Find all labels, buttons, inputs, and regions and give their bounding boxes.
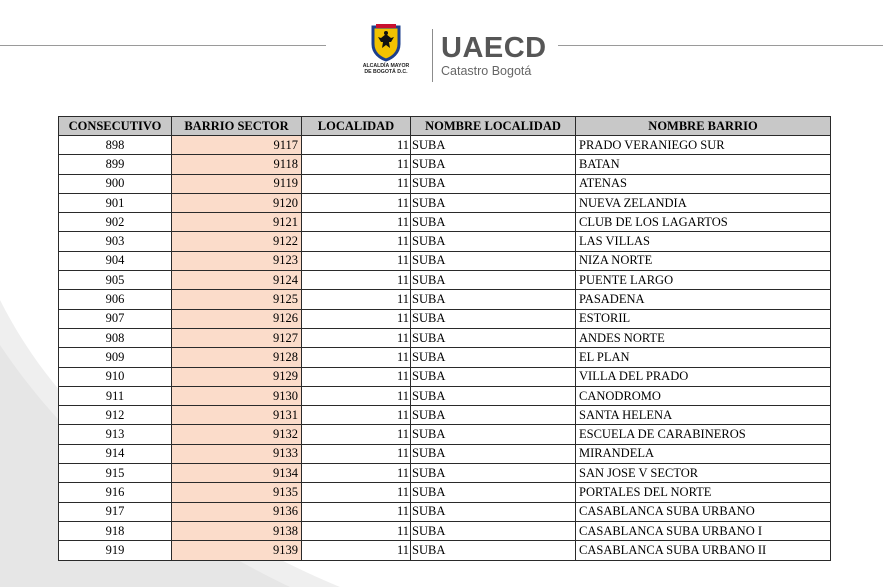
localidad-cell: 11 xyxy=(302,136,411,155)
nombre-localidad-cell: SUBA xyxy=(411,155,576,174)
barrio-sector-cell: 9139 xyxy=(172,541,302,560)
nombre-barrio-cell: SANTA HELENA xyxy=(576,406,831,425)
alcaldia-logo xyxy=(355,24,417,84)
nombre-localidad-cell: SUBA xyxy=(411,328,576,347)
nombre-barrio-cell: PORTALES DEL NORTE xyxy=(576,483,831,502)
uaecd-logo xyxy=(441,32,547,79)
nombre-localidad-cell: SUBA xyxy=(411,502,576,521)
localidad-cell: 11 xyxy=(302,541,411,560)
localidad-cell: 11 xyxy=(302,386,411,405)
nombre-barrio-cell: PUENTE LARGO xyxy=(576,271,831,290)
barrio-sector-cell: 9136 xyxy=(172,502,302,521)
localidad-cell: 11 xyxy=(302,251,411,270)
table-row xyxy=(59,521,831,540)
nombre-barrio-cell: ESTORIL xyxy=(576,309,831,328)
table-row xyxy=(59,425,831,444)
table-row xyxy=(59,251,831,270)
table-row xyxy=(59,232,831,251)
localidad-cell: 11 xyxy=(302,174,411,193)
nombre-barrio-cell: ANDES NORTE xyxy=(576,328,831,347)
localidad-cell: 11 xyxy=(302,483,411,502)
consecutivo-cell: 918 xyxy=(59,521,172,540)
table-row xyxy=(59,290,831,309)
nombre-localidad-cell: SUBA xyxy=(411,406,576,425)
nombre-localidad-cell: SUBA xyxy=(411,386,576,405)
barrios-table xyxy=(58,116,831,561)
consecutivo-cell: 902 xyxy=(59,213,172,232)
nombre-barrio-cell: NUEVA ZELANDIA xyxy=(576,193,831,212)
table-row xyxy=(59,541,831,560)
table-row xyxy=(59,136,831,155)
nombre-localidad-cell: SUBA xyxy=(411,251,576,270)
consecutivo-cell: 906 xyxy=(59,290,172,309)
consecutivo-cell: 904 xyxy=(59,251,172,270)
barrio-sector-cell: 9124 xyxy=(172,271,302,290)
brand-subtitle: Catastro Bogotá xyxy=(441,64,532,78)
nombre-barrio-cell: NIZA NORTE xyxy=(576,251,831,270)
nombre-barrio-cell: CASABLANCA SUBA URBANO xyxy=(576,502,831,521)
localidad-cell: 11 xyxy=(302,193,411,212)
nombre-localidad-cell: SUBA xyxy=(411,309,576,328)
header-rule-left xyxy=(0,45,326,46)
barrio-sector-cell: 9130 xyxy=(172,386,302,405)
barrio-sector-cell: 9135 xyxy=(172,483,302,502)
nombre-localidad-cell: SUBA xyxy=(411,271,576,290)
table-row xyxy=(59,502,831,521)
localidad-cell: 11 xyxy=(302,521,411,540)
localidad-cell: 11 xyxy=(302,271,411,290)
table-row xyxy=(59,271,831,290)
table-row xyxy=(59,155,831,174)
nombre-localidad-cell: SUBA xyxy=(411,425,576,444)
nombre-barrio-cell: SAN JOSE V SECTOR xyxy=(576,464,831,483)
localidad-cell: 11 xyxy=(302,367,411,386)
barrio-sector-cell: 9120 xyxy=(172,193,302,212)
table-row xyxy=(59,309,831,328)
nombre-localidad-cell: SUBA xyxy=(411,213,576,232)
barrio-sector-cell: 9118 xyxy=(172,155,302,174)
consecutivo-cell: 910 xyxy=(59,367,172,386)
nombre-barrio-cell: CASABLANCA SUBA URBANO II xyxy=(576,541,831,560)
barrio-sector-cell: 9128 xyxy=(172,348,302,367)
column-header-barrio-sector: BARRIO SECTOR xyxy=(172,117,302,136)
barrio-sector-cell: 9132 xyxy=(172,425,302,444)
localidad-cell: 11 xyxy=(302,290,411,309)
localidad-cell: 11 xyxy=(302,464,411,483)
column-header-nombre-barrio: NOMBRE BARRIO xyxy=(576,117,831,136)
localidad-cell: 11 xyxy=(302,348,411,367)
nombre-barrio-cell: ESCUELA DE CARABINEROS xyxy=(576,425,831,444)
nombre-barrio-cell: CLUB DE LOS LAGARTOS xyxy=(576,213,831,232)
consecutivo-cell: 899 xyxy=(59,155,172,174)
bogota-coat-of-arms-icon xyxy=(370,24,402,62)
barrio-sector-cell: 9126 xyxy=(172,309,302,328)
table-row xyxy=(59,348,831,367)
nombre-localidad-cell: SUBA xyxy=(411,348,576,367)
barrio-sector-cell: 9117 xyxy=(172,136,302,155)
table-row xyxy=(59,174,831,193)
consecutivo-cell: 900 xyxy=(59,174,172,193)
barrio-sector-cell: 9125 xyxy=(172,290,302,309)
localidad-cell: 11 xyxy=(302,502,411,521)
table-row xyxy=(59,367,831,386)
consecutivo-cell: 898 xyxy=(59,136,172,155)
table-row xyxy=(59,406,831,425)
consecutivo-cell: 913 xyxy=(59,425,172,444)
nombre-localidad-cell: SUBA xyxy=(411,483,576,502)
nombre-localidad-cell: SUBA xyxy=(411,174,576,193)
table-row xyxy=(59,444,831,463)
consecutivo-cell: 915 xyxy=(59,464,172,483)
localidad-cell: 11 xyxy=(302,155,411,174)
table-row xyxy=(59,213,831,232)
consecutivo-cell: 909 xyxy=(59,348,172,367)
nombre-localidad-cell: SUBA xyxy=(411,290,576,309)
nombre-barrio-cell: ATENAS xyxy=(576,174,831,193)
nombre-barrio-cell: LAS VILLAS xyxy=(576,232,831,251)
consecutivo-cell: 916 xyxy=(59,483,172,502)
table-body xyxy=(59,136,831,561)
table-row xyxy=(59,464,831,483)
nombre-barrio-cell: CASABLANCA SUBA URBANO I xyxy=(576,521,831,540)
consecutivo-cell: 914 xyxy=(59,444,172,463)
column-header-consecutivo: CONSECUTIVO xyxy=(59,117,172,136)
consecutivo-cell: 911 xyxy=(59,386,172,405)
alcaldia-name-line2: DE BOGOTÁ D.C. xyxy=(364,69,408,75)
localidad-cell: 11 xyxy=(302,425,411,444)
barrio-sector-cell: 9122 xyxy=(172,232,302,251)
nombre-barrio-cell: PASADENA xyxy=(576,290,831,309)
table-row xyxy=(59,483,831,502)
table-row xyxy=(59,193,831,212)
nombre-barrio-cell: MIRANDELA xyxy=(576,444,831,463)
consecutivo-cell: 912 xyxy=(59,406,172,425)
nombre-localidad-cell: SUBA xyxy=(411,232,576,251)
logo-divider xyxy=(432,29,433,82)
localidad-cell: 11 xyxy=(302,406,411,425)
consecutivo-cell: 903 xyxy=(59,232,172,251)
nombre-localidad-cell: SUBA xyxy=(411,521,576,540)
barrio-sector-cell: 9134 xyxy=(172,464,302,483)
nombre-barrio-cell: BATAN xyxy=(576,155,831,174)
nombre-barrio-cell: CANODROMO xyxy=(576,386,831,405)
nombre-barrio-cell: PRADO VERANIEGO SUR xyxy=(576,136,831,155)
localidad-cell: 11 xyxy=(302,328,411,347)
consecutivo-cell: 901 xyxy=(59,193,172,212)
barrio-sector-cell: 9133 xyxy=(172,444,302,463)
consecutivo-cell: 917 xyxy=(59,502,172,521)
nombre-localidad-cell: SUBA xyxy=(411,367,576,386)
localidad-cell: 11 xyxy=(302,213,411,232)
consecutivo-cell: 919 xyxy=(59,541,172,560)
localidad-cell: 11 xyxy=(302,232,411,251)
table-row xyxy=(59,386,831,405)
barrio-sector-cell: 9121 xyxy=(172,213,302,232)
nombre-localidad-cell: SUBA xyxy=(411,464,576,483)
consecutivo-cell: 908 xyxy=(59,328,172,347)
column-header-localidad: LOCALIDAD xyxy=(302,117,411,136)
nombre-localidad-cell: SUBA xyxy=(411,136,576,155)
nombre-localidad-cell: SUBA xyxy=(411,193,576,212)
consecutivo-cell: 905 xyxy=(59,271,172,290)
localidad-cell: 11 xyxy=(302,444,411,463)
header-rule-right xyxy=(558,45,883,46)
consecutivo-cell: 907 xyxy=(59,309,172,328)
nombre-barrio-cell: EL PLAN xyxy=(576,348,831,367)
table-row xyxy=(59,328,831,347)
barrio-sector-cell: 9138 xyxy=(172,521,302,540)
localidad-cell: 11 xyxy=(302,309,411,328)
barrio-sector-cell: 9129 xyxy=(172,367,302,386)
barrio-sector-cell: 9123 xyxy=(172,251,302,270)
table-header-row xyxy=(59,117,831,136)
brand-name: UAECD xyxy=(441,32,547,64)
nombre-localidad-cell: SUBA xyxy=(411,541,576,560)
barrio-sector-cell: 9119 xyxy=(172,174,302,193)
barrio-sector-cell: 9131 xyxy=(172,406,302,425)
column-header-nombre-localidad: NOMBRE LOCALIDAD xyxy=(411,117,576,136)
nombre-barrio-cell: VILLA DEL PRADO xyxy=(576,367,831,386)
alcaldia-name-line1: ALCALDÍA MAYOR xyxy=(362,63,410,69)
barrio-sector-cell: 9127 xyxy=(172,328,302,347)
nombre-localidad-cell: SUBA xyxy=(411,444,576,463)
